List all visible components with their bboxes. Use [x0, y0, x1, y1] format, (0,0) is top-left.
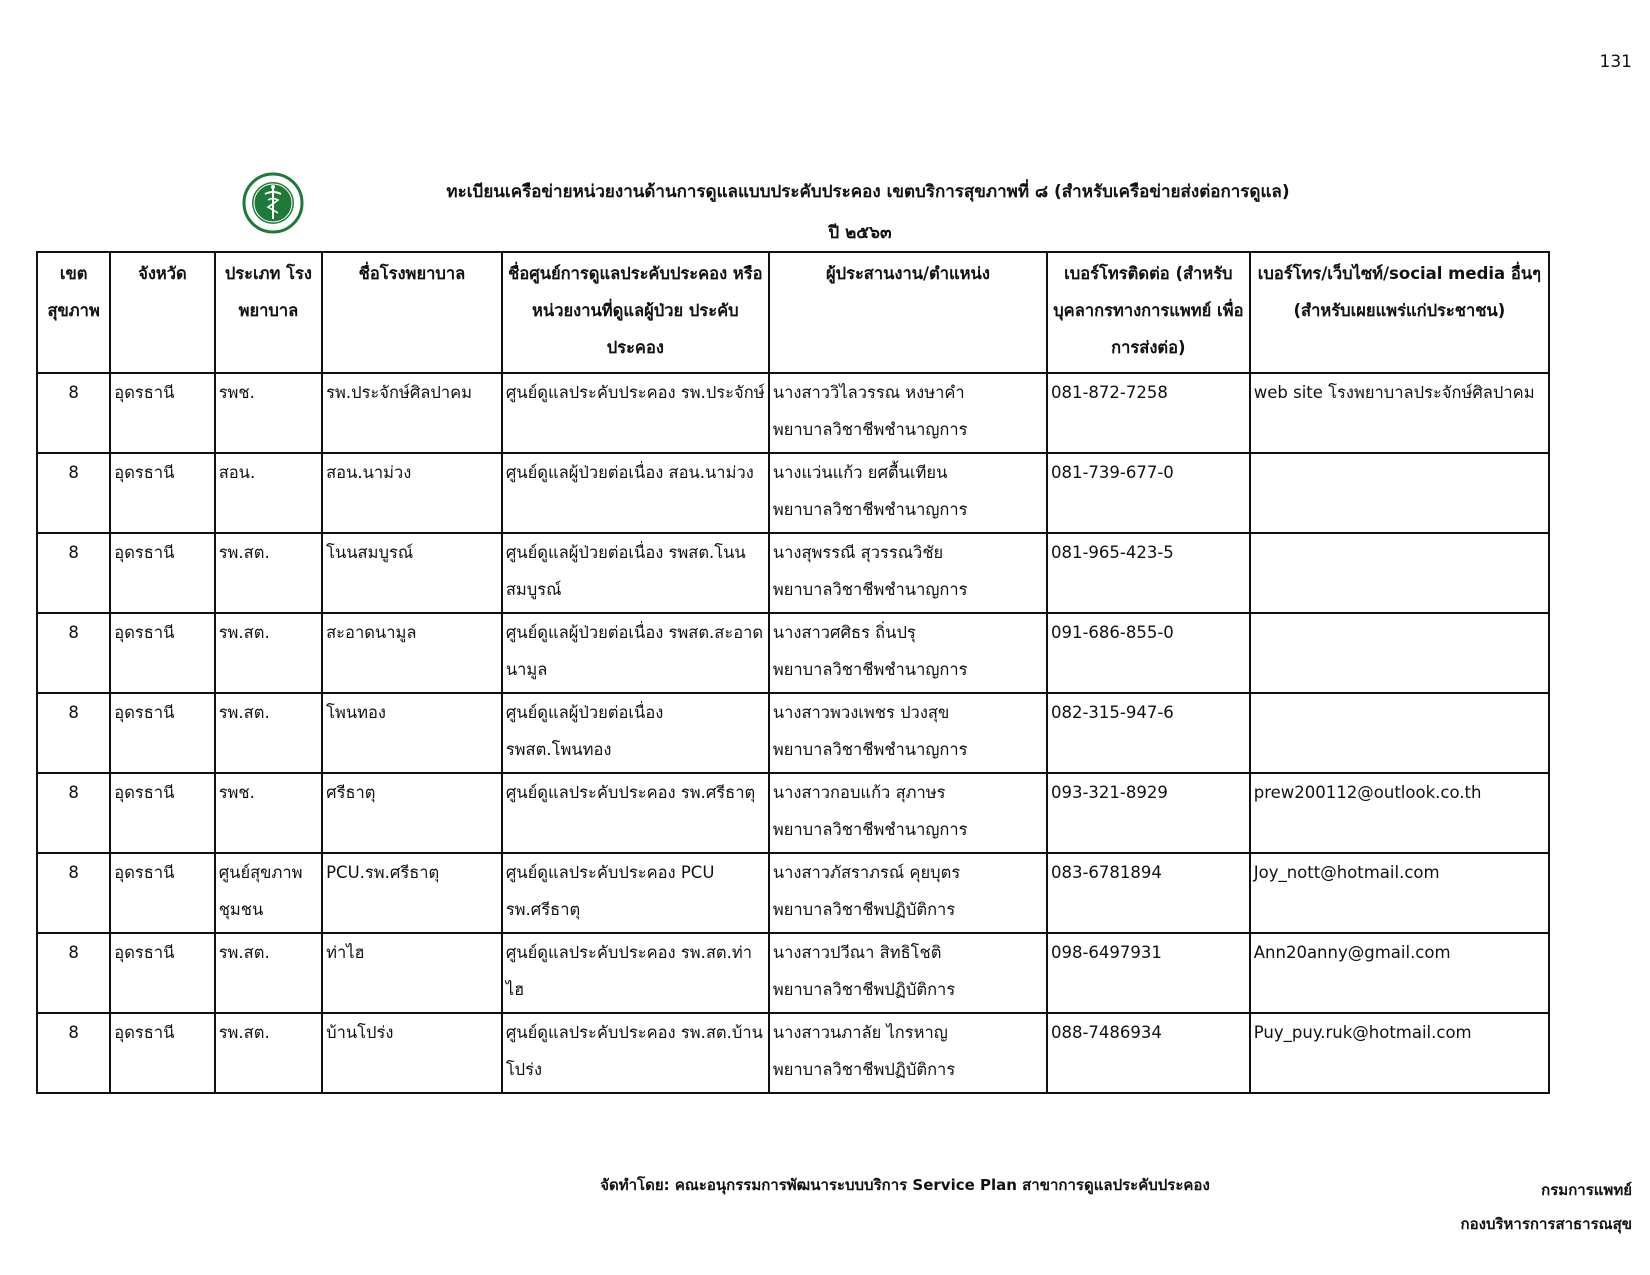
cell-referral-phone: 091-686-855-0	[1047, 613, 1250, 693]
cell-public-contact: prew200112@outlook.co.th	[1250, 773, 1549, 853]
cell-coordinator	[769, 533, 1047, 613]
cell-hospital-type: รพช.	[215, 773, 322, 853]
cell-hospital-name: โนนสมบูรณ์	[322, 533, 502, 613]
cell-zone: 8	[37, 373, 110, 453]
cell-hospital-name: รพ.ประจักษ์ศิลปาคม	[322, 373, 502, 453]
cell-zone: 8	[37, 1013, 110, 1093]
cell-coordinator	[769, 773, 1047, 853]
cell-hospital-type: รพ.สต.	[215, 1013, 322, 1093]
cell-center-name: ศูนย์ดูแลประคับประคอง รพ.สต.บ้านโปร่ง	[502, 1013, 769, 1093]
cell-province: อุดรธานี	[110, 453, 214, 533]
coordinator-name: นางสาวนภาลัย ไกรหาญ	[772, 1023, 948, 1042]
cell-center-name: ศูนย์ดูแลประคับประคอง รพ.สต.ท่าไฮ	[502, 933, 769, 1013]
cell-center-name: ศูนย์ดูแลผู้ป่วยต่อเนื่อง รพสต.โนนสมบูรณ์	[502, 533, 769, 613]
coordinator-position: พยาบาลวิชาชีพชำนาญการ	[772, 420, 968, 439]
cell-center-name: ศูนย์ดูแลผู้ป่วยต่อเนื่อง สอน.นาม่วง	[502, 453, 769, 533]
cell-zone: 8	[37, 613, 110, 693]
cell-center-name: ศูนย์ดูแลประคับประคอง รพ.ประจักษ์	[502, 373, 769, 453]
cell-center-name: ศูนย์ดูแลประคับประคอง PCU รพ.ศรีธาตุ	[502, 853, 769, 933]
cell-hospital-type: รพ.สต.	[215, 693, 322, 773]
header-public-contact: เบอร์โทร/เว็บไซท์/social media อื่นๆ (สำหรับเผยแพร่แก่ประชาชน)	[1250, 252, 1549, 373]
cell-coordinator	[769, 693, 1047, 773]
cell-coordinator	[769, 1013, 1047, 1093]
cell-public-contact: Puy_puy.ruk@hotmail.com	[1250, 1013, 1549, 1093]
title-line-1: ทะเบียนเครือข่ายหน่วยงานด้านการดูแลแบบประคับประคอง เขตบริการสุขภาพที่ ๘ (สำหรับเครือข่ายส่งต่อการดูแล)	[446, 182, 1290, 202]
footer-departments	[1461, 1173, 1632, 1241]
coordinator-name: นางสาวภัสราภรณ์ คุยบุตร	[772, 863, 961, 882]
header-referral-phone: เบอร์โทรติดต่อ (สำหรับ บุคลากรทางการแพทย์ เพื่อการส่งต่อ)	[1047, 252, 1250, 373]
cell-zone: 8	[37, 773, 110, 853]
cell-coordinator	[769, 853, 1047, 933]
cell-hospital-name: โพนทอง	[322, 693, 502, 773]
cell-province: อุดรธานี	[110, 853, 214, 933]
coordinator-position: พยาบาลวิชาชีพชำนาญการ	[772, 820, 968, 839]
cell-center-name: ศูนย์ดูแลผู้ป่วยต่อเนื่อง รพสต.สะอาดนามูล	[502, 613, 769, 693]
cell-province: อุดรธานี	[110, 373, 214, 453]
table-header-row	[37, 252, 1549, 373]
coordinator-name: นางสาวปวีณา สิทธิโชติ	[772, 943, 942, 962]
footer-department-1: กรมการแพทย์	[1541, 1181, 1632, 1199]
table-row	[37, 533, 1549, 613]
title-line-2: ปี ๒๕๖๓	[828, 223, 892, 243]
coordinator-name: นางสาวกอบแก้ว สุภาษร	[772, 783, 946, 802]
cell-zone: 8	[37, 853, 110, 933]
cell-hospital-type: รพ.สต.	[215, 933, 322, 1013]
cell-hospital-name: ศรีธาตุ	[322, 773, 502, 853]
table-row	[37, 693, 1549, 773]
cell-referral-phone: 081-872-7258	[1047, 373, 1250, 453]
footer-prepared-by-text: จัดทำโดย: คณะอนุกรรมการพัฒนาระบบบริการ Service Plan สาขาการดูแลประคับประคอง	[600, 1176, 1210, 1194]
cell-zone: 8	[37, 533, 110, 613]
cell-province: อุดรธานี	[110, 693, 214, 773]
coordinator-name: นางแว่นแก้ว ยศตื้นเทียน	[772, 463, 948, 482]
cell-province: อุดรธานี	[110, 773, 214, 853]
cell-center-name: ศูนย์ดูแลประคับประคอง รพ.ศรีธาตุ	[502, 773, 769, 853]
cell-hospital-name: สะอาดนามูล	[322, 613, 502, 693]
header-zone: เขต สุขภาพ	[37, 252, 110, 373]
cell-public-contact	[1250, 693, 1549, 773]
coordinator-name: นางสาวพวงเพชร ปวงสุข	[772, 703, 950, 722]
cell-zone: 8	[37, 933, 110, 1013]
table-row	[37, 853, 1549, 933]
cell-hospital-name: PCU.รพ.ศรีธาตุ	[322, 853, 502, 933]
cell-province: อุดรธานี	[110, 1013, 214, 1093]
cell-referral-phone: 081-965-423-5	[1047, 533, 1250, 613]
cell-referral-phone: 083-6781894	[1047, 853, 1250, 933]
cell-province: อุดรธานี	[110, 533, 214, 613]
table-row	[37, 1013, 1549, 1093]
cell-referral-phone: 098-6497931	[1047, 933, 1250, 1013]
table-row	[37, 373, 1549, 453]
table-row	[37, 613, 1549, 693]
coordinator-position: พยาบาลวิชาชีพชำนาญการ	[772, 580, 968, 599]
coordinator-position: พยาบาลวิชาชีพปฏิบัติการ	[772, 1060, 956, 1079]
coordinator-position: พยาบาลวิชาชีพชำนาญการ	[772, 740, 968, 759]
header-center-name: ชื่อศูนย์การดูแลประคับประคอง หรือ หน่วยงานที่ดูแลผู้ป่วย ประคับประคอง	[502, 252, 769, 373]
footer-prepared-by	[0, 1173, 1650, 1197]
cell-center-name: ศูนย์ดูแลผู้ป่วยต่อเนื่อง รพสต.โพนทอง	[502, 693, 769, 773]
cell-hospital-type: รพ.สต.	[215, 613, 322, 693]
table-row	[37, 933, 1549, 1013]
document-title	[0, 178, 1650, 246]
page-number: 131	[1599, 52, 1632, 72]
cell-referral-phone: 082-315-947-6	[1047, 693, 1250, 773]
cell-zone: 8	[37, 693, 110, 773]
coordinator-position: พยาบาลวิชาชีพชำนาญการ	[772, 660, 968, 679]
cell-hospital-name: บ้านโปร่ง	[322, 1013, 502, 1093]
cell-hospital-type: สอน.	[215, 453, 322, 533]
coordinator-position: พยาบาลวิชาชีพปฏิบัติการ	[772, 980, 956, 999]
coordinator-name: นางสุพรรณี สุวรรณวิชัย	[772, 543, 944, 562]
cell-public-contact: Joy_nott@hotmail.com	[1250, 853, 1549, 933]
cell-public-contact: web site โรงพยาบาลประจักษ์ศิลปาคม	[1250, 373, 1549, 453]
cell-coordinator	[769, 373, 1047, 453]
cell-province: อุดรธานี	[110, 933, 214, 1013]
cell-hospital-type: ศูนย์สุขภาพชุมชน	[215, 853, 322, 933]
coordinator-position: พยาบาลวิชาชีพปฏิบัติการ	[772, 900, 956, 919]
cell-coordinator	[769, 613, 1047, 693]
table-row	[37, 453, 1549, 533]
header-province: จังหวัด	[110, 252, 214, 373]
cell-public-contact	[1250, 613, 1549, 693]
coordinator-name: นางสาวศศิธร ถิ่นปรุ	[772, 623, 916, 642]
footer-department-2: กองบริหารการสาธารณสุข	[1460, 1215, 1632, 1233]
cell-coordinator	[769, 453, 1047, 533]
cell-hospital-type: รพช.	[215, 373, 322, 453]
cell-public-contact: Ann20anny@gmail.com	[1250, 933, 1549, 1013]
cell-referral-phone: 081-739-677-0	[1047, 453, 1250, 533]
cell-hospital-name: สอน.นาม่วง	[322, 453, 502, 533]
header-hospital-type: ประเภท โรงพยาบาล	[215, 252, 322, 373]
cell-hospital-name: ท่าไฮ	[322, 933, 502, 1013]
cell-coordinator	[769, 933, 1047, 1013]
cell-public-contact	[1250, 453, 1549, 533]
cell-referral-phone: 093-321-8929	[1047, 773, 1250, 853]
cell-hospital-type: รพ.สต.	[215, 533, 322, 613]
header-hospital-name: ชื่อโรงพยาบาล	[322, 252, 502, 373]
coordinator-name: นางสาววิไลวรรณ หงษาคำ	[772, 383, 965, 402]
header-coordinator: ผู้ประสานงาน/ตำแหน่ง	[769, 252, 1047, 373]
coordinator-position: พยาบาลวิชาชีพชำนาญการ	[772, 500, 968, 519]
table-row	[37, 773, 1549, 853]
cell-zone: 8	[37, 453, 110, 533]
palliative-network-table	[36, 251, 1550, 1094]
cell-province: อุดรธานี	[110, 613, 214, 693]
cell-public-contact	[1250, 533, 1549, 613]
cell-referral-phone: 088-7486934	[1047, 1013, 1250, 1093]
